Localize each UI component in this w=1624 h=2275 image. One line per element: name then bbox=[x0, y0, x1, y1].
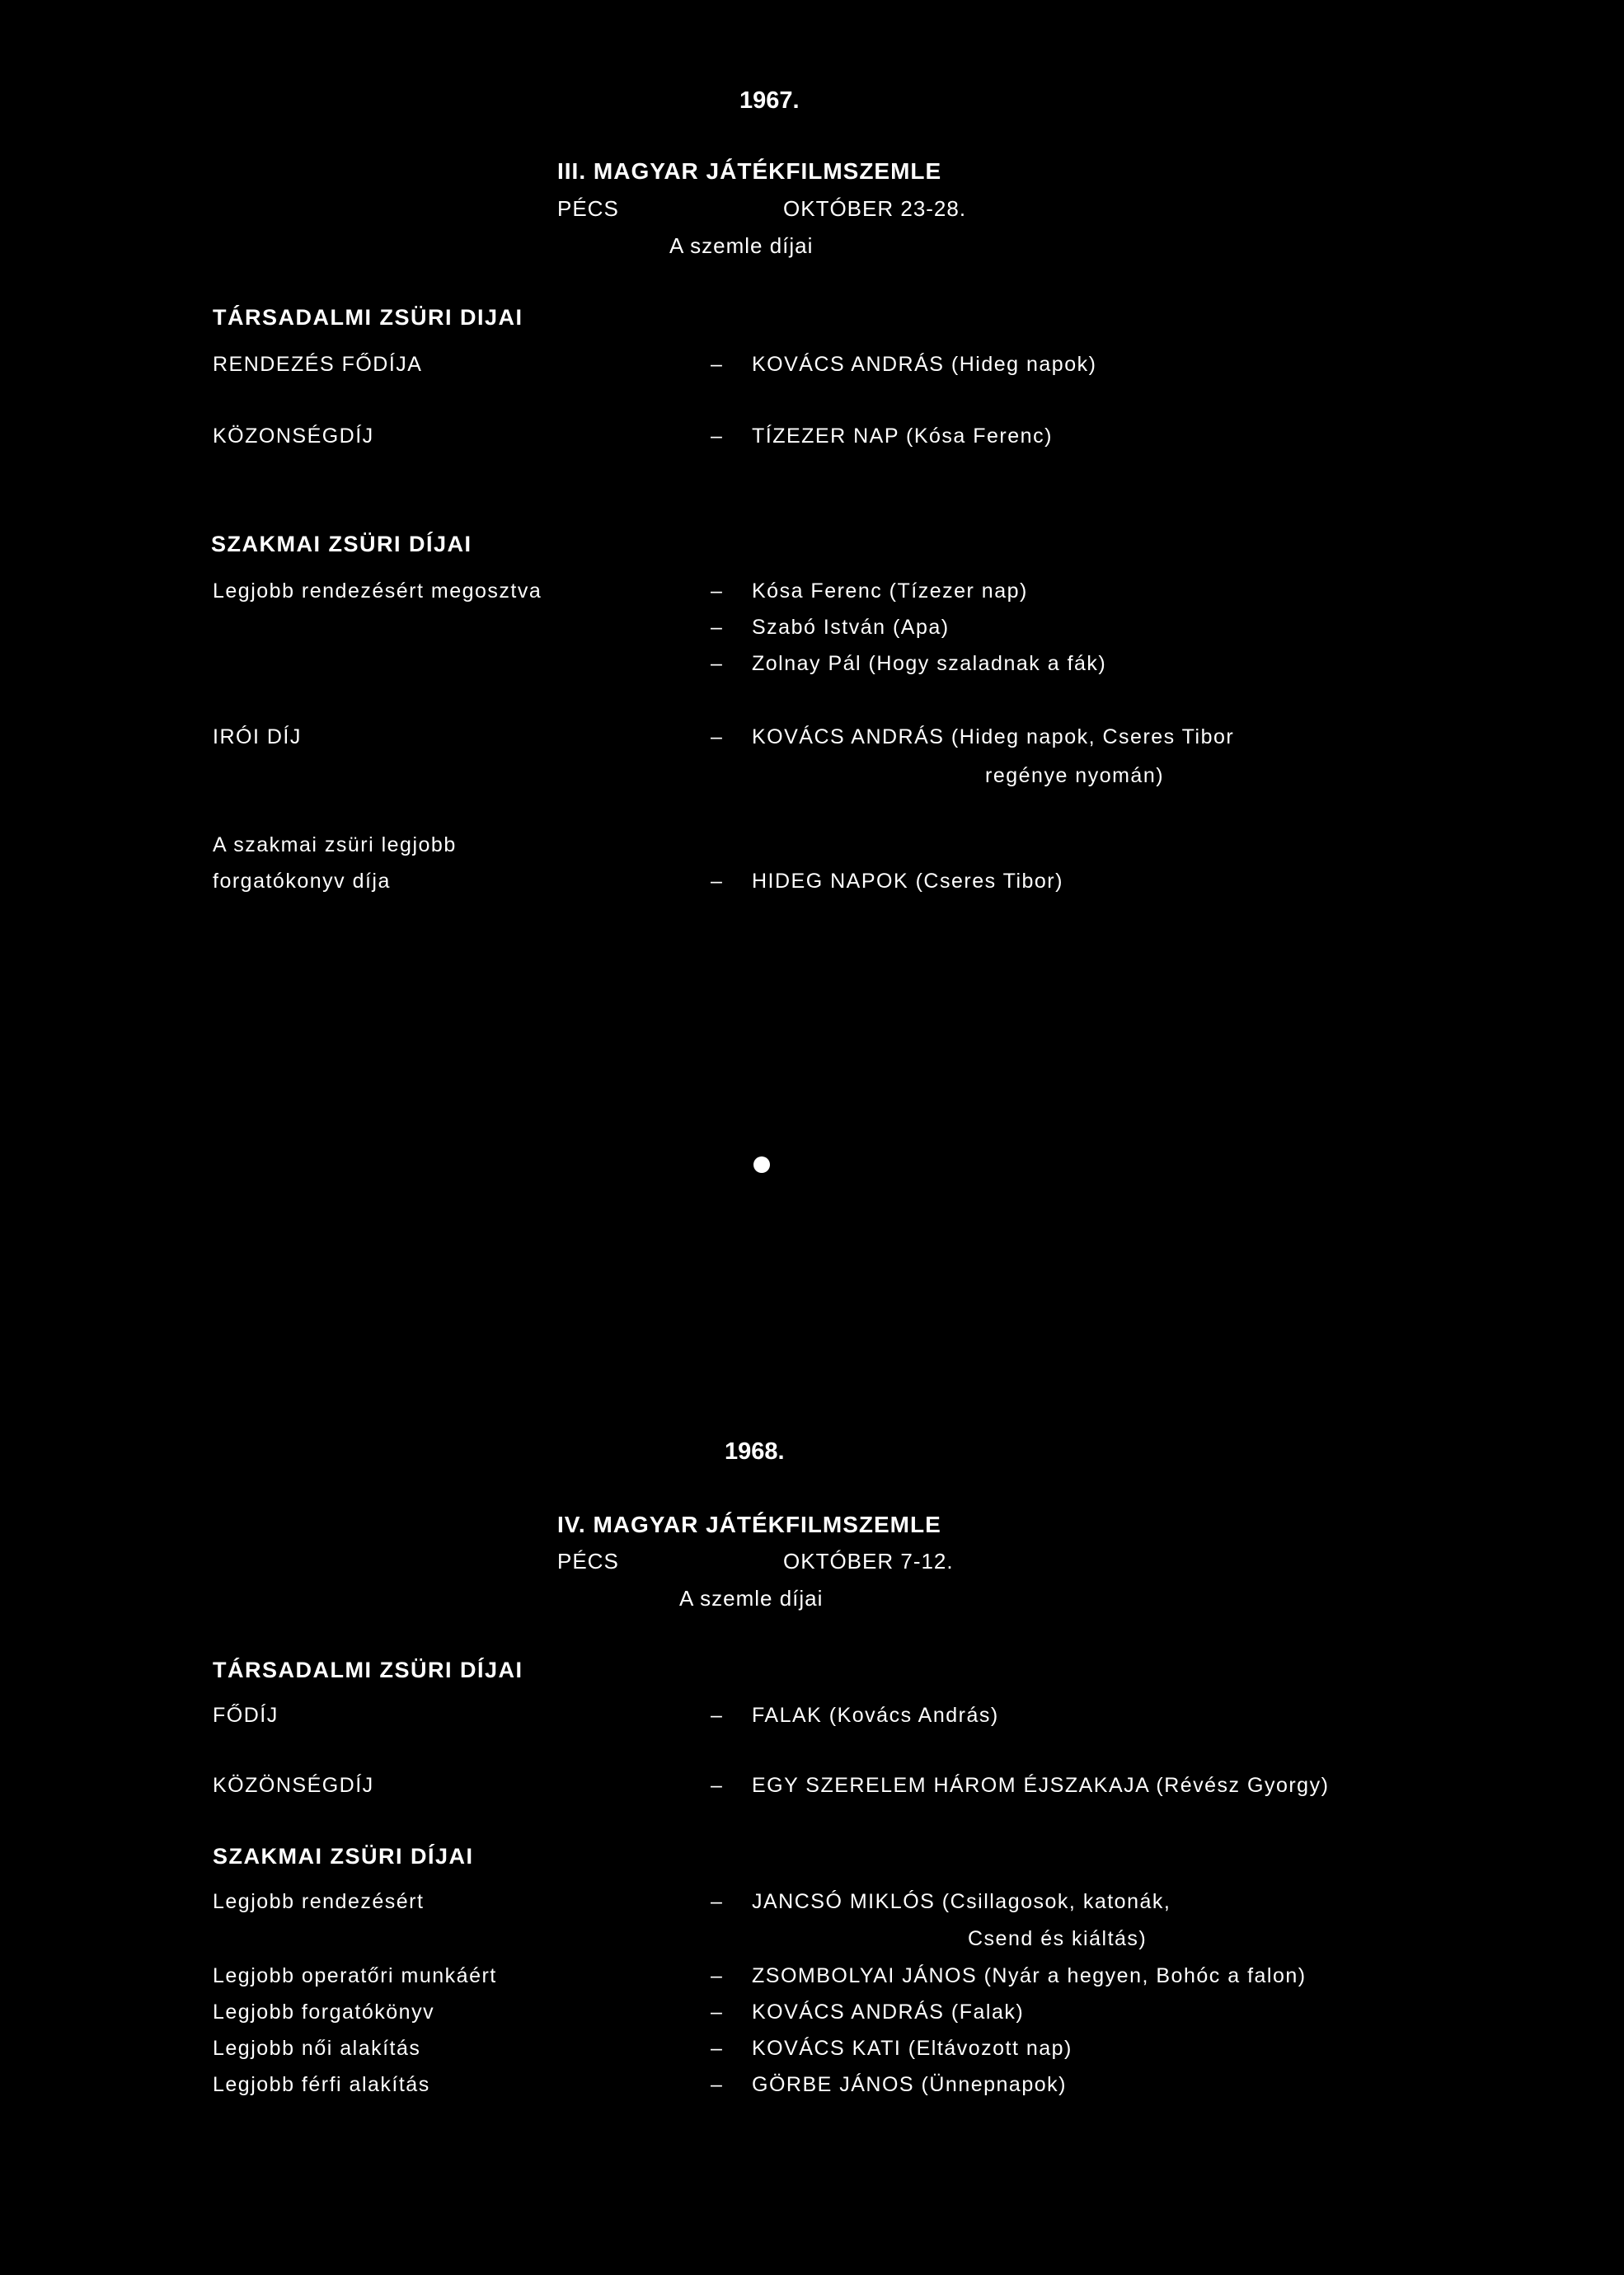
award-label: Legjobb férfi alakítás bbox=[213, 2073, 430, 2096]
award-winner: TÍZEZER NAP (Kósa Ferenc) bbox=[752, 425, 1053, 448]
festival-dates-1968: OKTÓBER 7-12. bbox=[783, 1549, 954, 1574]
dash: – bbox=[711, 725, 722, 748]
award-label: RENDEZÉS FŐDÍJA bbox=[213, 353, 423, 376]
year-1967: 1967. bbox=[739, 87, 800, 114]
festival-subtitle-1967: A szemle díjai bbox=[669, 233, 814, 258]
dash: – bbox=[711, 870, 722, 893]
award-label: Legjobb rendezésért bbox=[213, 1890, 425, 1913]
dash: – bbox=[711, 616, 722, 639]
award-label: IRÓI DÍJ bbox=[213, 725, 302, 748]
award-winner: GÖRBE JÁNOS (Ünnepnapok) bbox=[752, 2073, 1067, 2096]
festival-title-1967: III. MAGYAR JÁTÉKFILMSZEMLE bbox=[557, 158, 942, 184]
dash: – bbox=[711, 579, 722, 603]
dash: – bbox=[711, 2001, 722, 2024]
dash: – bbox=[711, 1964, 722, 1987]
award-winner: FALAK (Kovács András) bbox=[752, 1704, 999, 1727]
award-winner: Zolnay Pál (Hogy szaladnak a fák) bbox=[752, 652, 1107, 675]
award-winner: ZSOMBOLYAI JÁNOS (Nyár a hegyen, Bohóc a falon) bbox=[752, 1964, 1307, 1987]
award-winner: Kósa Ferenc (Tízezer nap) bbox=[752, 579, 1028, 603]
dash: – bbox=[711, 2073, 722, 2096]
award-winner: KOVÁCS KATI (Eltávozott nap) bbox=[752, 2037, 1072, 2060]
award-label: KÖZONSÉGDÍJ bbox=[213, 425, 374, 448]
award-winner-continued: regénye nyomán) bbox=[985, 764, 1165, 787]
award-winner: EGY SZERELEM HÁROM ÉJSZAKAJA (Révész Gyorgy) bbox=[752, 1774, 1330, 1797]
award-winner: Szabó István (Apa) bbox=[752, 616, 950, 639]
dash: – bbox=[711, 1890, 722, 1913]
award-label: KÖZÖNSÉGDÍJ bbox=[213, 1774, 374, 1797]
dash: – bbox=[711, 2037, 722, 2060]
professional-jury-heading-1968: SZAKMAI ZSÜRI DÍJAI bbox=[213, 1844, 474, 1869]
dash: – bbox=[711, 353, 722, 376]
year-1968: 1968. bbox=[725, 1438, 785, 1465]
award-label: Legjobb női alakítás bbox=[213, 2037, 421, 2060]
award-label: Legjobb rendezésért megosztva bbox=[213, 579, 542, 603]
award-winner: KOVÁCS ANDRÁS (Falak) bbox=[752, 2001, 1025, 2024]
award-winner: KOVÁCS ANDRÁS (Hideg napok) bbox=[752, 353, 1097, 376]
award-label: FŐDÍJ bbox=[213, 1704, 279, 1727]
festival-city-1967: PÉCS bbox=[557, 196, 619, 221]
festival-city-1968: PÉCS bbox=[557, 1549, 619, 1574]
award-winner: JANCSÓ MIKLÓS (Csillagosok, katonák, bbox=[752, 1890, 1171, 1913]
festival-title-1968: IV. MAGYAR JÁTÉKFILMSZEMLE bbox=[557, 1512, 941, 1537]
festival-dates-1967: OKTÓBER 23-28. bbox=[783, 196, 967, 221]
social-jury-heading-1968: TÁRSADALMI ZSÜRI DÍJAI bbox=[213, 1658, 523, 1682]
award-label: Legjobb operatőri munkáért bbox=[213, 1964, 497, 1987]
award-label: A szakmai zsüri legjobb bbox=[213, 833, 457, 856]
award-winner: KOVÁCS ANDRÁS (Hideg napok, Cseres Tibor bbox=[752, 725, 1235, 748]
professional-jury-heading-1967: SZAKMAI ZSÜRI DÍJAI bbox=[211, 532, 472, 556]
award-label-continued: forgatókonyv díja bbox=[213, 870, 391, 893]
award-label: Legjobb forgatókönyv bbox=[213, 2001, 435, 2024]
award-winner-continued: Csend és kiáltás) bbox=[968, 1927, 1148, 1950]
dash: – bbox=[711, 1774, 722, 1797]
dash: – bbox=[711, 1704, 722, 1727]
separator-dot bbox=[753, 1156, 770, 1173]
festival-subtitle-1968: A szemle díjai bbox=[679, 1586, 824, 1611]
dash: – bbox=[711, 425, 722, 448]
social-jury-heading-1967: TÁRSADALMI ZSÜRI DIJAI bbox=[213, 305, 523, 330]
award-winner: HIDEG NAPOK (Cseres Tibor) bbox=[752, 870, 1063, 893]
dash: – bbox=[711, 652, 722, 675]
